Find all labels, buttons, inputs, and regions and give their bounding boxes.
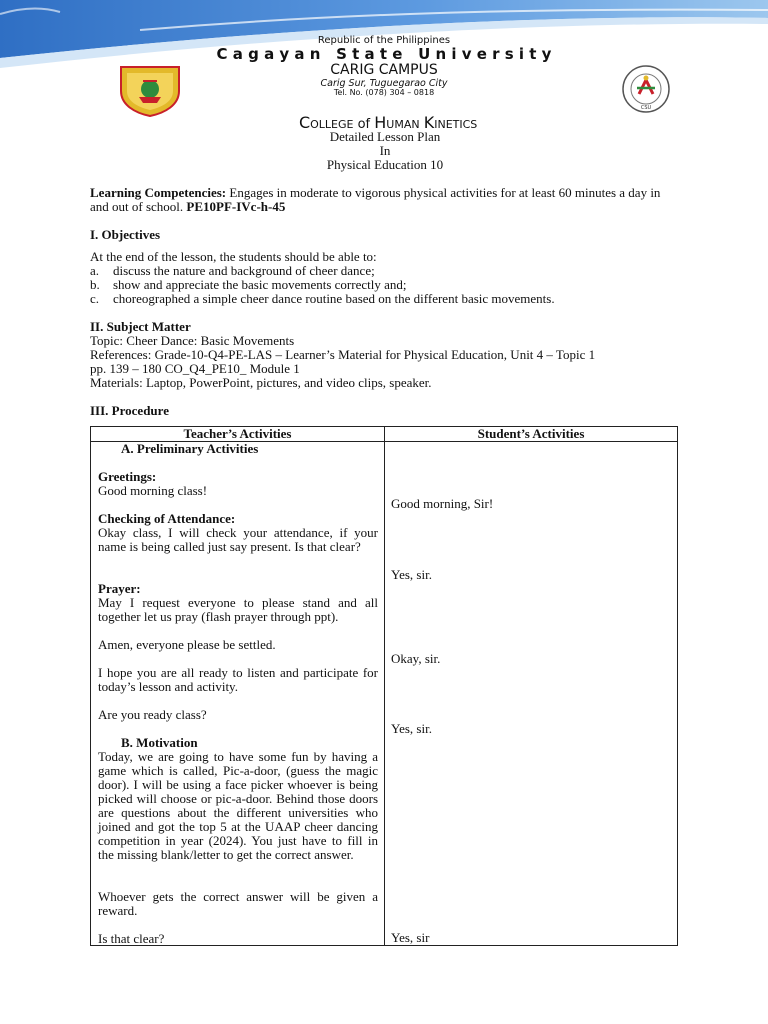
attendance-text: Okay class, I will check your attendance, if your name is being called just say present. Is that clear? (98, 525, 378, 554)
college-name: COLLEGE of HUMAN KINETICS (298, 113, 478, 132)
competency-code: PE10PF-IVc-h-45 (186, 199, 286, 214)
subject-line: References: Grade-10-Q4-PE-LAS – Learner’s Material for Physical Education, Unit 4 – Topic 1 (90, 347, 596, 362)
objective-item: b. show and appreciate the basic movements correctly and; (90, 277, 407, 292)
subject-matter-heading: II. Subject Matter (90, 319, 191, 334)
attendance-reply: Yes, sir. (391, 567, 432, 582)
competencies-label: Learning Competencies: (90, 185, 227, 200)
campus-name: CARIG CAMPUS (330, 62, 438, 78)
greetings-label: Greetings: (98, 469, 157, 484)
subject-matter-details (90, 334, 690, 390)
amen-reply: Okay, sir. (391, 651, 441, 666)
procedure-heading: III. Procedure (90, 403, 169, 418)
campus-address: Carig Sur, Tuguegarao City (320, 78, 448, 89)
prayer-label: Prayer: (98, 581, 141, 596)
student-column-header: Student’s Activities (477, 426, 585, 441)
greetings-reply: Good morning, Sir! (391, 496, 494, 511)
objectives-list (90, 250, 680, 306)
ready-text: I hope you are all ready to listen and participate for today’s lesson and activity. (98, 665, 378, 694)
plan-title (90, 130, 680, 172)
clear-question: Is that clear? (98, 931, 165, 946)
ready-reply: Yes, sir. (391, 721, 432, 736)
objective-item: a. discuss the nature and background of cheer dance; (90, 263, 375, 278)
greetings-text: Good morning class! (98, 483, 208, 498)
teacher-column-header: Teacher’s Activities (183, 426, 292, 441)
section-a-heading: A. Preliminary Activities (121, 441, 259, 456)
section-b-heading: B. Motivation (121, 735, 198, 750)
competencies-text: Engages in moderate to vigorous physical activities for at least 60 minutes a day in and out of school. (90, 185, 661, 214)
subject-line: Topic: Cheer Dance: Basic Movements (90, 333, 295, 348)
reward-text: Whoever gets the correct answer will be given a reward. (98, 889, 378, 918)
title-line: In (379, 143, 391, 158)
column-divider (384, 427, 385, 945)
attendance-label: Checking of Attendance: (98, 511, 236, 526)
ready-question: Are you ready class? (98, 707, 207, 722)
procedure-table (90, 426, 678, 946)
subject-line: Materials: Laptop, PowerPoint, pictures, and video clips, speaker. (90, 375, 432, 390)
clear-reply: Yes, sir (391, 930, 430, 945)
title-line: Detailed Lesson Plan (329, 129, 441, 144)
learning-competencies (90, 186, 680, 214)
objectives-heading: I. Objectives (90, 227, 161, 242)
objective-item: c. choreographed a simple cheer dance routine based on the different basic movements. (90, 291, 555, 306)
title-line: Physical Education 10 (326, 157, 444, 172)
svg-text:CSU: CSU (640, 105, 652, 111)
motivation-text: Today, we are going to have some fun by having a game which is called, Pic-a-door, (guess the magic door). I will be using a face picker whoever is being picked will choose or pic-a-door. Behind those doors are questions about the different universities who joined and got the top 5 at the UAAP cheer dancing competition in year (2024). You just have to fill in the missing blank/letter to get the correct answer. (98, 749, 378, 862)
telephone-line: Tel. No. (078) 304 – 0818 (333, 88, 435, 97)
republic-line: Republic of the Philippines (317, 35, 451, 46)
university-name: C a g a y a n S t a t e U n i v e r s i t y (216, 45, 552, 63)
amen-text: Amen, everyone please be settled. (98, 637, 276, 652)
subject-line: pp. 139 – 180 CO_Q4_PE10_ Module 1 (90, 361, 300, 376)
objectives-intro: At the end of the lesson, the students should be able to: (90, 249, 377, 264)
prayer-text: May I request everyone to please stand and all together let us pray (flash prayer through ppt). (98, 595, 378, 624)
